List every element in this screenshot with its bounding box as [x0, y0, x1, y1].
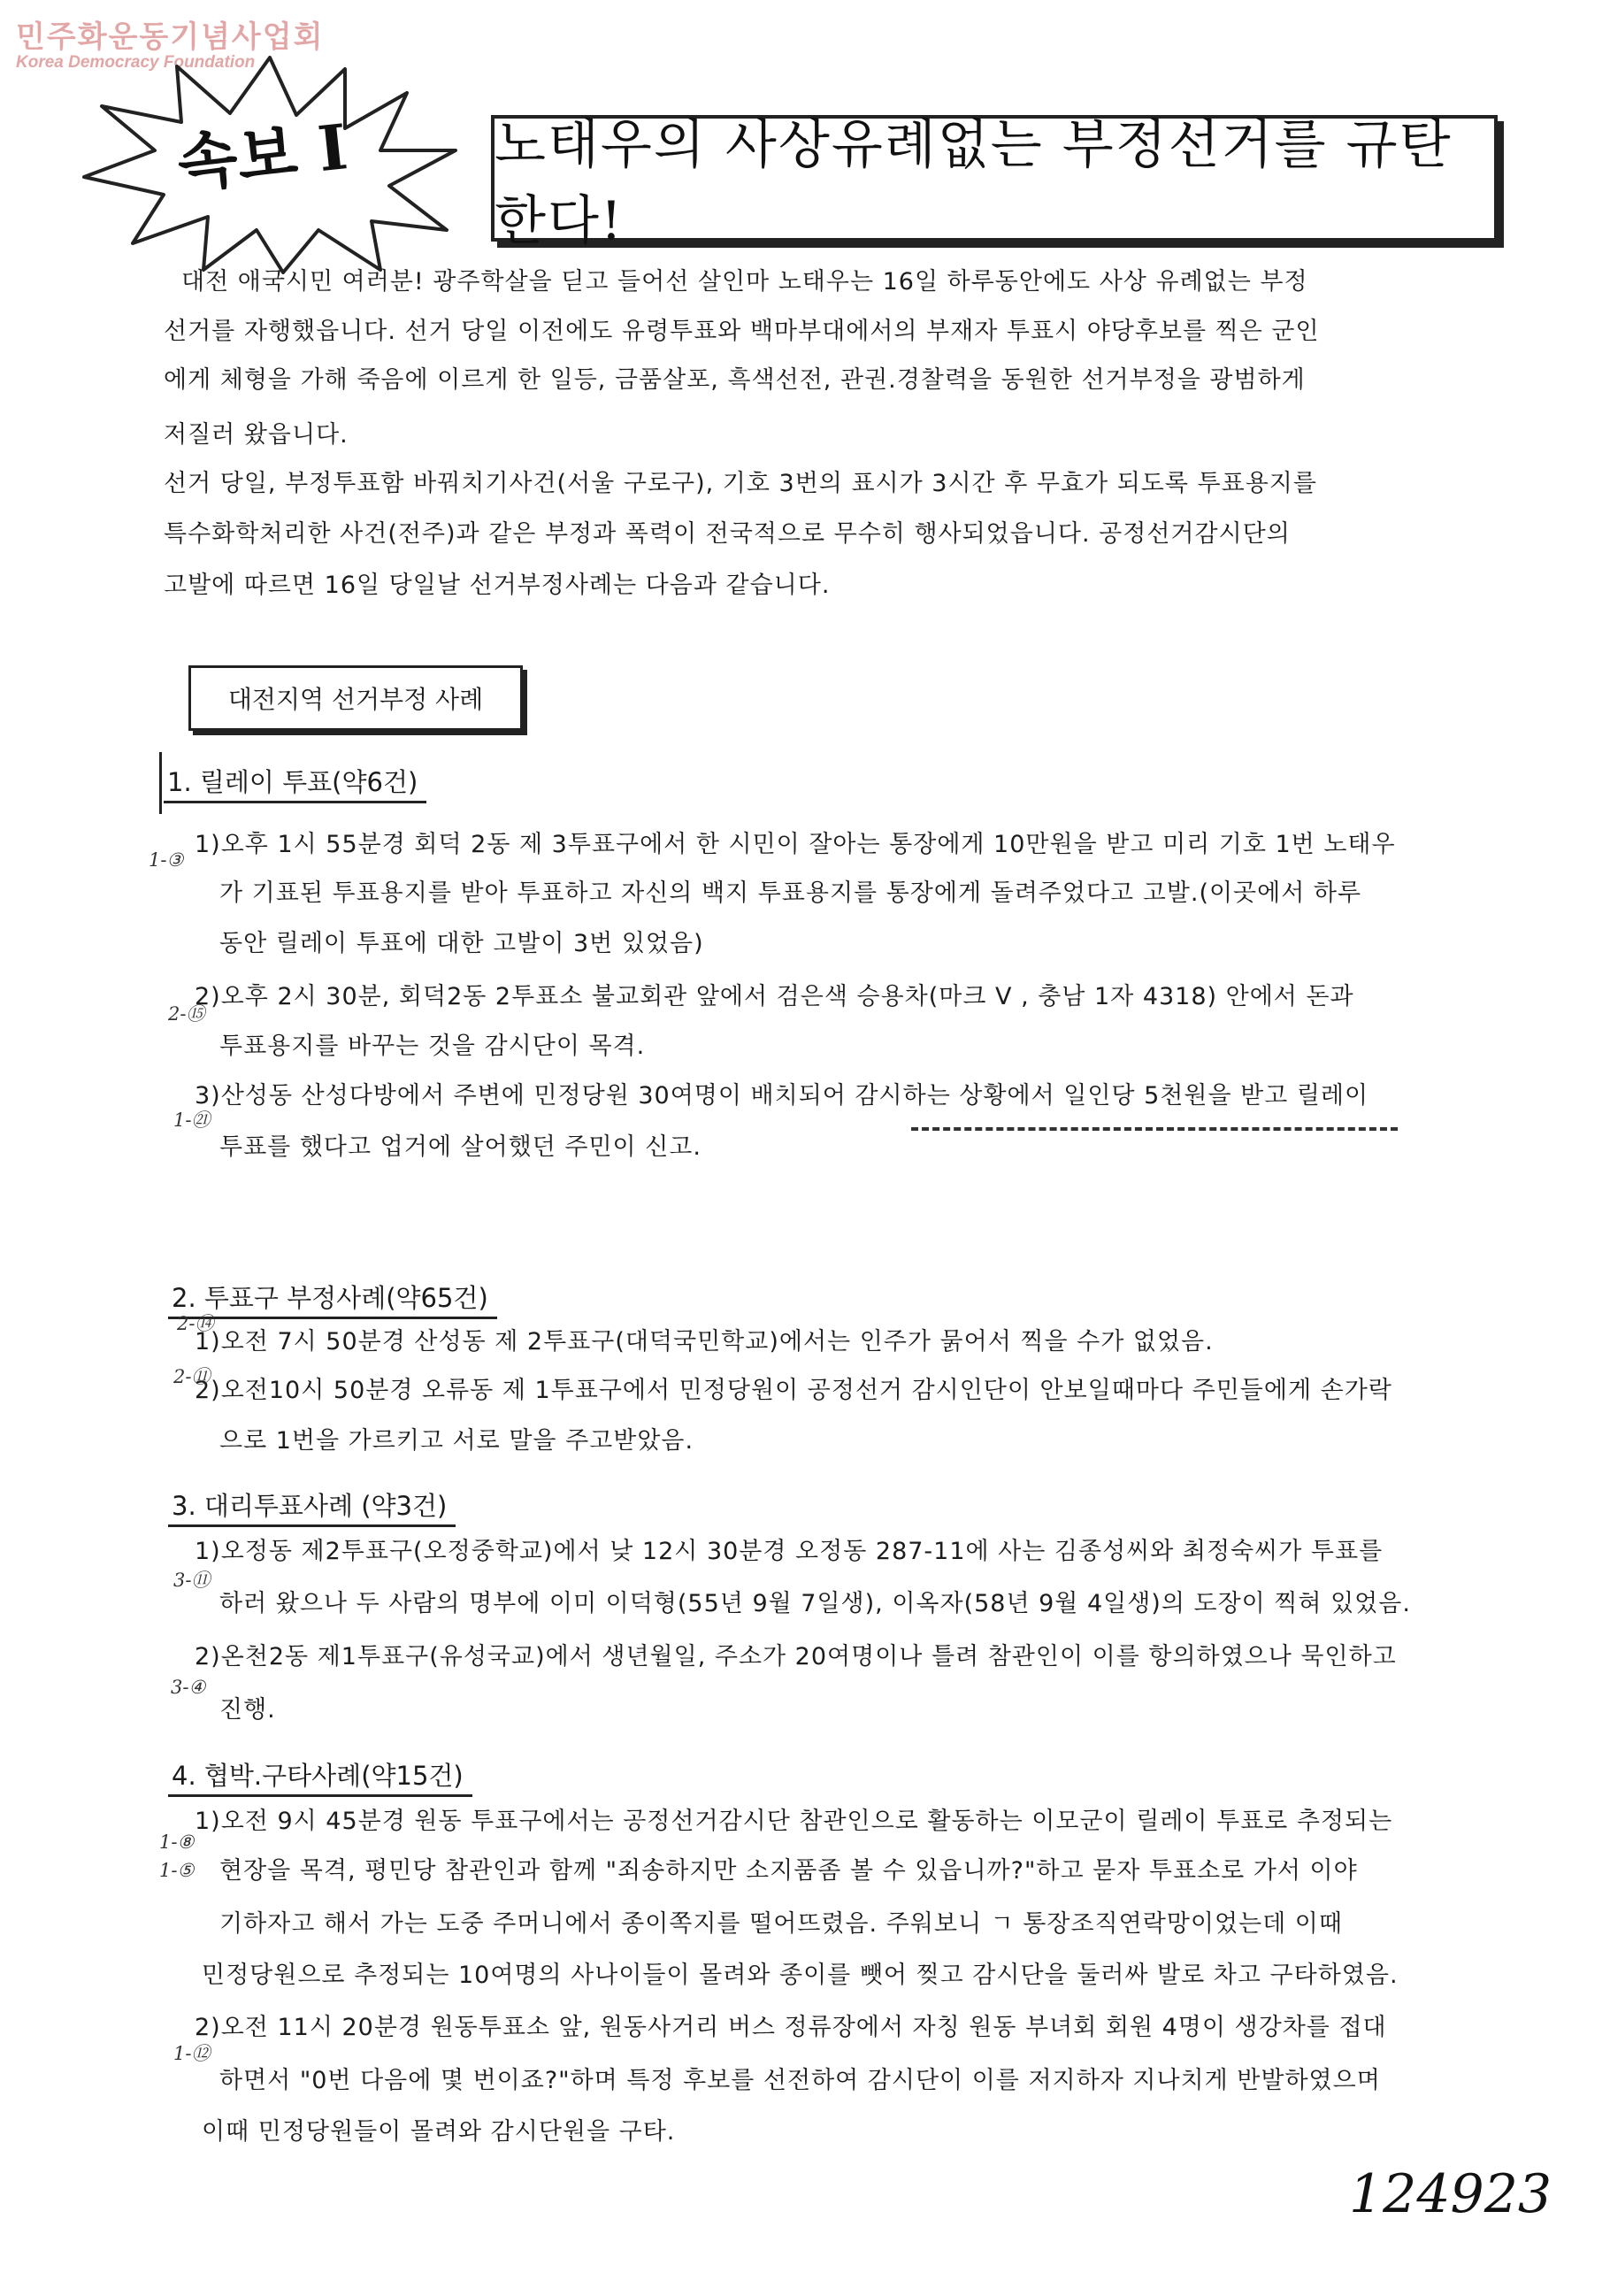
- page-title: 노태우의 사상유례없는 부정선거를 규탄한다!: [494, 113, 1453, 252]
- margin-note: 1-⑧: [159, 1831, 195, 1853]
- intro-line: 특수화학처리한 사건(전주)과 같은 부정과 폭력이 전국적으로 무수히 행사되었읍니다. 공정선거감시단의: [164, 520, 1291, 548]
- section-line: 1)오정동 제2투표구(오정중학교)에서 낮 12시 30분경 오정동 287-11에 사는 김종성씨와 최정숙씨가 투표를: [195, 1538, 1384, 1565]
- margin-note: 1-③: [149, 849, 184, 871]
- margin-note: 2-⑮: [168, 1003, 205, 1025]
- section-line: 하러 왔으나 두 사람의 명부에 이미 이덕형(55년 9월 7일생), 이옥자(58년 9월 4일생)의 도장이 찍혀 있었음.: [219, 1590, 1411, 1617]
- dashed-line: [911, 1127, 1398, 1131]
- section-line: 으로 1번을 가르키고 서로 말을 주고받았음.: [219, 1427, 694, 1455]
- section-line: 하면서 "0번 다음에 몇 번이죠?"하며 특정 후보를 선전하여 감시단이 이를 저지하자 지나치게 반발하였으며: [219, 2067, 1381, 2094]
- title-box: [491, 113, 1498, 252]
- margin-note: 3-⑪: [173, 1570, 211, 1591]
- margin-note: 1-⑫: [173, 2043, 211, 2064]
- section-line: 투표용지를 바꾸는 것을 감시단이 목격.: [219, 1033, 646, 1060]
- margin-note: 1-㉑: [173, 1110, 211, 1131]
- section-line: 1)오전 7시 50분경 산성동 제 2투표구(대덕국민학교)에서는 인주가 묽어서 찍을 수가 없었음.: [195, 1328, 1214, 1355]
- section-line: 2)오후 2시 30분, 회덕2동 2투표소 불교회관 앞에서 검은색 승용차(마크 V , 충남 1자 4318) 안에서 돈과: [195, 983, 1354, 1010]
- intro-line: 저질러 왔읍니다.: [164, 421, 349, 449]
- margin-note: 2-⑪: [173, 1366, 211, 1387]
- section-line: 이때 민정당원들이 몰려와 감시단원을 구타.: [202, 2118, 676, 2146]
- badge-text: 속보 I: [173, 110, 351, 201]
- section-line: 현장을 목격, 평민당 참관인과 함께 "죄송하지만 소지품좀 볼 수 있읍니까?"하고 묻자 투표소로 가서 이야: [219, 1857, 1358, 1885]
- section-line: 투표를 했다고 업거에 살어했던 주민이 신고.: [219, 1133, 702, 1161]
- section-line: 기하자고 해서 가는 도중 주머니에서 종이쪽지를 떨어뜨렸음. 주워보니 ㄱ 통장조직연락망이었는데 이때: [219, 1910, 1343, 1938]
- section-line: 3)산성동 산성다방에서 주변에 민정당원 30여명이 배치되어 감시하는 상황에서 일인당 5천원을 받고 릴레이: [195, 1082, 1369, 1110]
- section-heading: 1. 릴레이 투표(약6건): [164, 763, 426, 803]
- watermark-english: Korea Democracy Foundation: [16, 53, 256, 72]
- intro-line: 선거를 자행했읍니다. 선거 당일 이전에도 유령투표와 백마부대에서의 부재자 투표시 야당후보를 찍은 군인: [164, 318, 1320, 345]
- section-line: 1)오전 9시 45분경 원동 투표구에서는 공정선거감시단 참관인으로 활동하는 이모군이 릴레이 투표로 추정되는: [195, 1808, 1393, 1835]
- section-line: 동안 릴레이 투표에 대한 고발이 3번 있었음): [219, 930, 704, 957]
- margin-note: 3-④: [171, 1677, 206, 1698]
- page-number: 124923: [1349, 2163, 1552, 2225]
- section-line: 민정당원으로 추정되는 10여명의 사나이들이 몰려와 종이를 뺏어 찢고 감시단을 둘러싸 발로 차고 구타하였음.: [202, 1962, 1399, 1989]
- intro-line: 에게 체형을 가해 죽음에 이르게 한 일등, 금품살포, 흑색선전, 관권.경찰력을 동원한 선거부정을 광범하게: [164, 366, 1306, 394]
- section-heading: 3. 대리투표사례 (약3건): [168, 1486, 456, 1527]
- section-line: 2)오전 11시 20분경 원동투표소 앞, 원동사거리 버스 정류장에서 자칭 원동 부녀회 회원 4명이 생강차를 접대: [195, 2014, 1387, 2041]
- section-line: 2)온천2동 제1투표구(유성국교)에서 생년월일, 주소가 20여명이나 틀려 참관인이 이를 항의하였으나 묵인하고: [195, 1643, 1397, 1670]
- region-heading-box: 대전지역 선거부정 사례: [188, 665, 523, 731]
- margin-note: 2-⑭: [177, 1313, 214, 1334]
- section-line: 1)오후 1시 55분경 회덕 2동 제 3투표구에서 한 시민이 잘아는 통장에게 10만원을 받고 미리 기호 1번 노태우: [195, 831, 1396, 858]
- section-line: 진행.: [219, 1696, 276, 1724]
- section-heading: 2. 투표구 부정사례(약65건): [168, 1279, 497, 1319]
- section-line: 가 기표된 투표용지를 받아 투표하고 자신의 백지 투표용지를 통장에게 돌려주었다고 고발.(이곳에서 하루: [219, 879, 1362, 907]
- section-bracket: [159, 752, 162, 814]
- section-heading: 4. 협박.구타사례(약15건): [168, 1756, 472, 1797]
- margin-note: 1-⑤: [159, 1860, 195, 1881]
- section-line: 2)오전10시 50분경 오류동 제 1투표구에서 민정당원이 공정선거 감시인단이 안보일때마다 주민들에게 손가락: [195, 1377, 1392, 1404]
- intro-line: 고발에 따르면 16일 당일날 선거부정사례는 다음과 같습니다.: [164, 572, 831, 599]
- starburst-badge: [80, 53, 460, 274]
- intro-line: 대전 애국시민 여러분! 광주학살을 딛고 들어선 살인마 노태우는 16일 하루동안에도 사상 유례없는 부정: [181, 268, 1308, 296]
- watermark-korean: 민주화운동기념사업회: [16, 19, 325, 55]
- intro-line: 선거 당일, 부정투표함 바꿔치기사건(서울 구로구), 기호 3번의 표시가 3시간 후 무효가 되도록 투표용지를: [164, 470, 1317, 497]
